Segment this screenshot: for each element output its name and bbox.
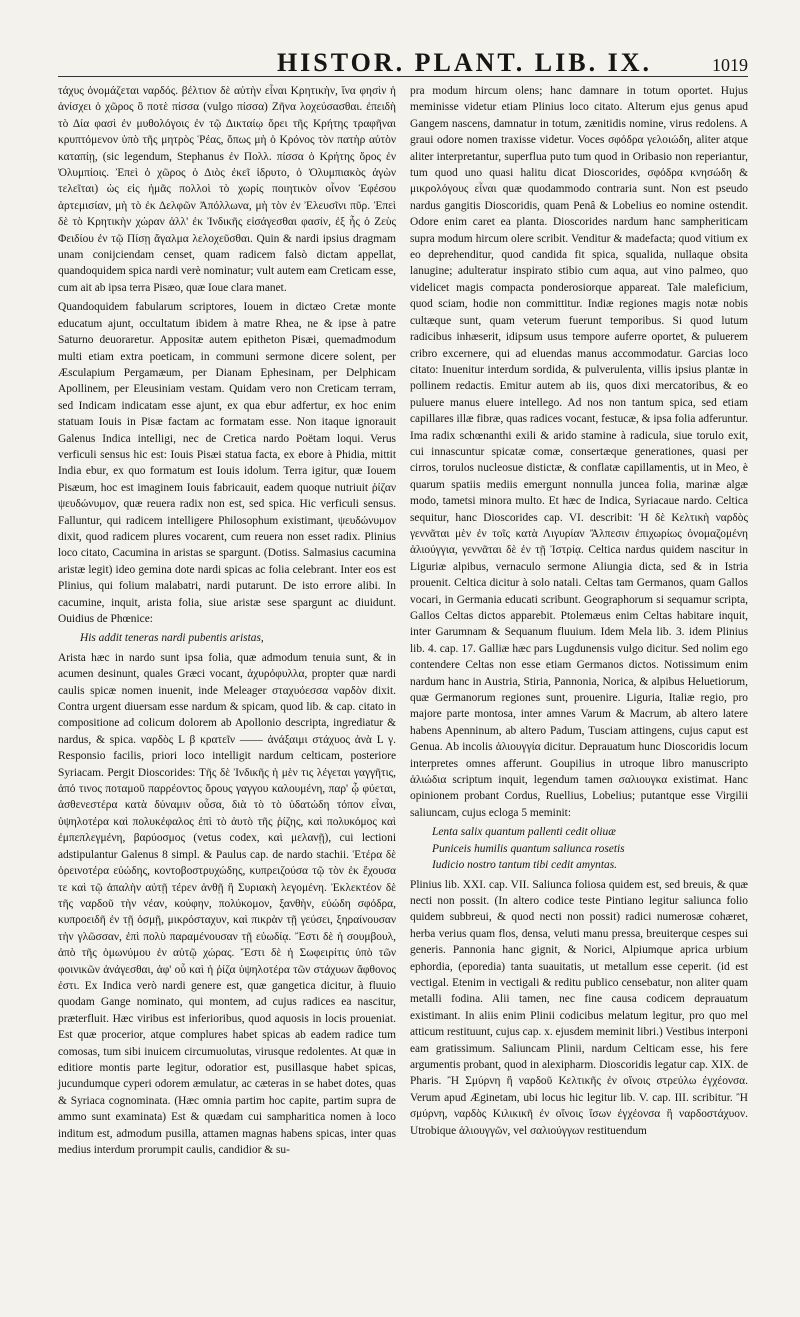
right-paragraph-1: pra modum hircum olens; hanc damnare in totum oportet. Hujus meminisse videtur etiam Plinius loco citato. Alterum ejus genus apud Gangem nascens, damnatur in totum, zænitidis nomine, virus redolens. A graui odore nomen traxisse videtur. Voces σφόδρα γελοιώδη, aliter atque aliter interpretantur, superflua puto tum quod in Oribasio non reperiantur, tum quod uno quasi halitu dicat Dioscorides, σφόδρα κνησώδη & μικρολόγους εἶναι quæ quodammodo contraria sunt. Non est pseudo nardus gangitis Dioscoridis, quam Penâ & Lobelius eo nomine ostendit. Odore enim caret ea planta. Dioscorides nardum hanc sampheriticam supra modum hircum olere scribit. Venditur & madefacta; quod vitium ex eo deprehenditur, quod candida fit spica, squalida, nullaque obsita lanugine; adulteratur inspirato stibio cum aqua, aut vino palmeo, quo videlicet magis compacta ponderosiorque appareat. Tale maleficium, quod sciam, hodie non committitur. Indiæ regiones magis notæ nobis cultæque sunt, quam veterum fuerunt temporibus. Si quod lutum radicibus inhæserit, idipsum usus tempore auferre oportet, & puluerem cribro excernere, qui ad eluendas manus accommodatur. Garcias loco citato: Inuenitur interdum sordida, & pulverulenta, villis ipsius plantæ in pollinem redactis. Emitur autem ab iis, quos dixi mercatoribus, & eo puluere manus eluere intellego. Ad nos non tantum spica, sed etiam capillares illæ fibræ, quas radices vocant, festucæ, & ipsa folia adferuntur. Ima radix schœnanthi exili & arido stamine à radicula, siue torulo exit, cui innascuntur spicatæ comæ, consertæque generationes, quasi per cirros, torulos nucleosue distictæ, & conflatæ capillamentis, ut in Meo, è quarum spatiis mediis emergunt nonnulla juncea folia, marinæ algæ modo, tametsi minora multo. Et hæc de Indica, Syriacaue nardo. Celtica sequitur, hanc Dioscorides cap. VI. describit: Ἡ δὲ Κελτικὴ ναρδὸς γεννᾶται μὲν ἐν τοῖς κατὰ Λιγυρίαν Ἄλπεσιν ἐπιχωρίως ὀνομαζομένη ἀλιούγγια, γεννᾶται δὲ ἐν τῇ Ἰστρίᾳ. Celtica nardus quidem nascitur in Liguriæ alpibus, vernaculo sermone Aliungia dicta, sed & in Istria prouenit. Celtica dicitur à solo natali. Celtas tam Germanos, quam Gallos vocari, in Germania educati scribunt. Geographorum si sequamur scripta, Gallos Celtas dictos apparebit. Ptolemæus enim Celtas habitare inquit, inter Garumnam & Sequanum fluuium. Idem Mela lib. 3. idem Plinius lib. 4. cap. 17. Galliæ hæc pars Lugdunensis vulgo dicitur. Sed nolim ego contendere Celtas non esse etiam Germanos dictos. Notissimum enim nardum hanc in Austria, Stiria, Pannonia, Norica, & alpibus Heluetiorum, quæ Germanorum regiones sunt, prouenire. Liguria, Italiæ regio, pro majore parte montosa, inter amnes Varum & Macrum, ab altero latere habens Apenninum, ab altero Padum, Tusciam attingens, cujus caput est Genua. Ab incolis ἀλιουγγία dicitur. Deprauatum hunc Dioscoridis locum interpretes omnes afferunt. Goupilius in utroque libro manuscripto ἀλιώδια scriptum inquit, legendum tamen σαλιουγκα existimat. Hanc opinionem probant Cordus, Ruellius, Lobelius; putantque esse Virgilii saliuncam, cujus ecloga 5 meminit:: [410, 85, 748, 819]
verse-line: His addit teneras nardi pubentis aristas,: [80, 632, 264, 645]
verse-line-1: Lenta salix quantum pallenti cedit oliuæ: [432, 826, 616, 839]
right-paragraph-2: Plinius lib. XXI. cap. VII. Saliunca foliosa quidem est, sed breuis, & quæ necti non possit. (In altero codice teste Pintiano legitur saliunca folio quidem subbreui, & quod necti non possit) radici numerosæ cohæret, herba verius quam flos, densa, veluti manu pressa, breuiterque cespes sui generis. Pannonia hanc gignit, & Norici, Alpiumque aprica urbium ephordia, (eporedia) tanta suauitatis, ut metallum esse ceperit. (id est vectigal. Etenim in vectigali & reditu publico censebatur, non aliter quam metalli fodina. Alii tamen, nec fine causa codicem deprauatum existimant. In aliis enim Plinii codicibus melatum legitur, pro quo mel atticum restituunt, cujus cap. x. ejusdem meminit libri.) Vestibus interponi eam gratissimum. Saliuncam Plinii, nardum Celticam esse, his fere argumentis probant, quod in alexipharm. Dioscoridis legatur cap. XIX. de Pharis. Ἢ Σμύρνη ἢ ναρδοῦ Κελτικῆς ἐν οἴνοις στρεύλω ἐγχέονσα. Verum apud Æginetam, ubi locus hic legitur lib. V. cap. III. scribitur. Ἢ σμύρνη, ναρδὸς Κιλικικῆ ἐν οἴνοις ἴσων ἐγχέονσα ἢ ναρδοστάχυον. Utrobique ἀλιουγγῶν, vel σαλιούγγων restituendum: [410, 878, 748, 1137]
left-paragraph-1: τάχυς ὀνομάζεται ναρδός. βέλτιον δὲ αὐτὴν εἶναι Κρητικὴν, ἵνα φησὶν ἡ ἀνίσχει ὁ χῶρος ὃ ποτὲ πίσσα (vulgo πίσσα) Ζῆνα λοχεύσασθαι. ἐπειδὴ τὸ Δία φασὶ ἐν μυθολόγοις ἐν τῷ Δικταίῳ ὄρει τῆς Κρήτης τραφῆναι κρυπτόμενον ὑπὸ τῆς μητρὸς Ῥέας, ὅπως μὴ ὁ Κρόνος τὸν πατὴρ αὐτὸν καταπίῃ, (sic legendum, Stephanus ἐν Πολλ. πίσσα ὁ Κρήτης ὄρος ἐν Ὀλυμπίοις. Ἐπεὶ ὁ χῶρος ὁ Διὸς ἐκεῖ ἱδρυτο, ὁ Ὀλυμπιακὸς ἀγὼν τελεῖται) ὡς εἰς ἡμᾶς πολλοὶ τὸ χωρίς ποιητικὸν οἶνον Ἐφέσου ἀρτεμισίαν, μὴ τὸ ἐκ Δελφῶν Ἀπόλλωνα, μὴ τὸν ἐν Ἐλευσῖνι πῦρ. Ἐπεὶ δὲ τὸ Κρητικὴν χώραν ἀλλ' ἐκ Ἰνδικῆς εἰσάγεσθαι φασίν, ἐξ ἧς ὁ Ζεὺς Φειδίου ἐν τῷ Πίσῃ ἄγαλμα λελοχεῦσθαι. Quin & nardi ipsius dragmam unam conijciendam censet, quam radicem falsò dictam appellat, quandoquidem spica nardi verè nominatur; vult autem eam Creticam esse, cum ait ab ipsa terra Pisæo, quæ Ioue clara manet.: [58, 85, 396, 294]
page-number: 1019: [712, 55, 748, 75]
right-verse-quote: [432, 824, 748, 873]
running-head: [58, 48, 748, 77]
verse-line-3: Iudicio nostro tantum tibi cedit amyntas.: [432, 859, 617, 872]
right-column: [410, 83, 748, 1161]
left-column: [58, 83, 396, 1161]
two-column-body: [58, 83, 748, 1161]
verse-line-2: Puniceis humilis quantum saliunca rosetis: [432, 842, 625, 855]
left-paragraph-2: Quandoquidem fabularum scriptores, Iouem in dictæo Cretæ monte educatum ajunt, occultatum ibidem à matre Rhea, ne & ipse à patre Saturno deuoraretur. Appositæ autem epitheton Pisæi, quemadmodum multi etiam extra poeticam, in communi sermone dicere solent, per Æsculapium Pergamæum, per Dianam Ephesinam, per Delphicam Apollinem, per Eleusiniam vestam. Quidam vero non Creticam terram, sed Indicam indicatam esse ajunt, ex qua ebur adfertur, ex hoc enim statuam Iouis in Pisæ factam ac formatam esse. Non itaque ignorauit Galenus Indica intelligi, nec de Cretica nardo Poëtam loqui. Verus verficuli sensus hic est: Iouis Pisæi statua facta, ex ebore à Phidia, mittit India ebur, ex quo formatum est Iouis idolum. Terra igitur, quæ Iouem Pisæum, hoc est imaginem Iouis fabricauit, eadem quoque nutriuit ῥίζαν ψευδώνυμον, quæ reuera radix non est, sed spica. Hic verficuli sensus. Falluntur, qui radicem intelligere Philosophum existimant, ψευδώνυμον dixit, quod radicem plures vocarent, cum reuera non esset radix. Plinius loco citato, Cacumina in aristas se spargunt. (Dotiss. Salmasius cacumina aristæ legit) ideo gemina dote nardi spicas ac folia celebrant. Inter eos est Plinius, qui folium malabatri, nardi putarunt. De isto errore alibi. In cacumine, inquit, arista folia, siue aristæ sese spargunt ac diuidunt. Ouidius de Phœnice:: [58, 301, 396, 625]
left-paragraph-3: Arista hæc in nardo sunt ipsa folia, quæ admodum tenuia sunt, & in acumen desinunt, quales Græci vocant, ἀχυρόφυλλα, propter quæ nardi caulis spicæ nomen inuenit, inde Meleager σταχυόεσσα ναρδὸν dixit. Contra urgent diuersam esse nardum & spicam, quod lib. & cap. citato in compositione ad colicum dolorem ab Apollonio descripta, ingrediatur & nardus, & spica. ναρδὸς L β κρατεῖν —— ἀνάξαιμι στάχυος ἀνὰ L γ. Responsio facilis, priori loco intelligit nardum celticam, posteriore Syriacam. Pergit Dioscorides: Τῆς δὲ Ἰνδικῆς ἡ μὲν τις λέγεται γαγγῆτις, ἀπό τινος ποταμοῦ παρρέοντος ὄρους γαγγου καλουμένη, παρ' ᾧ φύεται, ἀσθενεστέρα κατὰ δύναμιν οὖσα, διὰ τὸ τὸ ὑδατώδη τόπον εἶναι, ὑψηλοτέρα καὶ πολυκέφαλος ἐπὶ τὸ ἀυτὸ τῆς ῥίζης, καὶ πολυκόμος καὶ ἐμπεπλεγμένη, βαρύοσμος (vetus codex, καὶ μελανῇ), cui lectioni adstipulantur Galenus 8 simpl. & Paulus cap. de nardo stachii. Ἑτέρα δὲ ὀρεινοτέρα εὐώδης, κοντοβοστρυχώδης, κυπρειζούσα τῷ τὸν ἐκ ἔχουσα τε καὶ τῷ ἀπαλὴν αὐτῇ τέρεν ἀνθῇ ἢ Συριακὴ λεγομένη. Ἐκλεκτέον δὲ τῆς ναρδοῦ τὴν νέαν, κούφην, πολύκομον, ξανθὴν, εὐώδη σφόδρα, κυπροειδῆ ἐν τῇ ὀσμῇ, μικρόσταχυν, καὶ πικρὰν τῇ γεύσει, ξηραίνουσαν τὴν γλῶσσαν, ἐπὶ πολὺ παραμένουσαν τῇ εὐωδίᾳ. Ἔστι δὲ ἡ σουμβουλ, ἀπὸ τῆς ὁμωνύμου ἐν αὐτῷ χώρας. Ἔστι δὲ ἡ Σωφειρίτις ὑπὸ τῶν φοινικῶν ἀνάγεσθαι, ἀφ' οὗ καὶ ἡ ῥίζα ὑψηλοτέρα τῶν στάχυων ἄφθονος ἐστι. Ex Indica verò nardi genere est, quæ gangetica dicitur, à fluuio quodam Gange nominato, qui montem, ad cujus radices ea nascitur, præterfluit. Hæc viribus est inferioribus, quod aquosis in locis proueniat. Est quæ procerior, atque complures habet spicas ab eadem radice tum comosas, tum sibi inuicem circumuolutas, virusque redolentes. At quæ in editiore montis parte legitur, odoratior est, pusillasque habet spicas, jucundumque cyperi odorem æmulatur, ac cæteras in se habet dotes, quas & Syriaca cognominata. (Hæc omnia partim hoc capite, partim supra de ammo sunt examinata) Est & quædam cui sampharitica nomen à loco inditum est, admodum pusilla, attamen magnas habens spicas, inter quas medius interdum prorumpit caulis, candidior & su-: [58, 651, 396, 1156]
running-title: HISTOR. PLANT. LIB. IX.: [276, 48, 652, 77]
left-verse-quote: [80, 630, 396, 646]
